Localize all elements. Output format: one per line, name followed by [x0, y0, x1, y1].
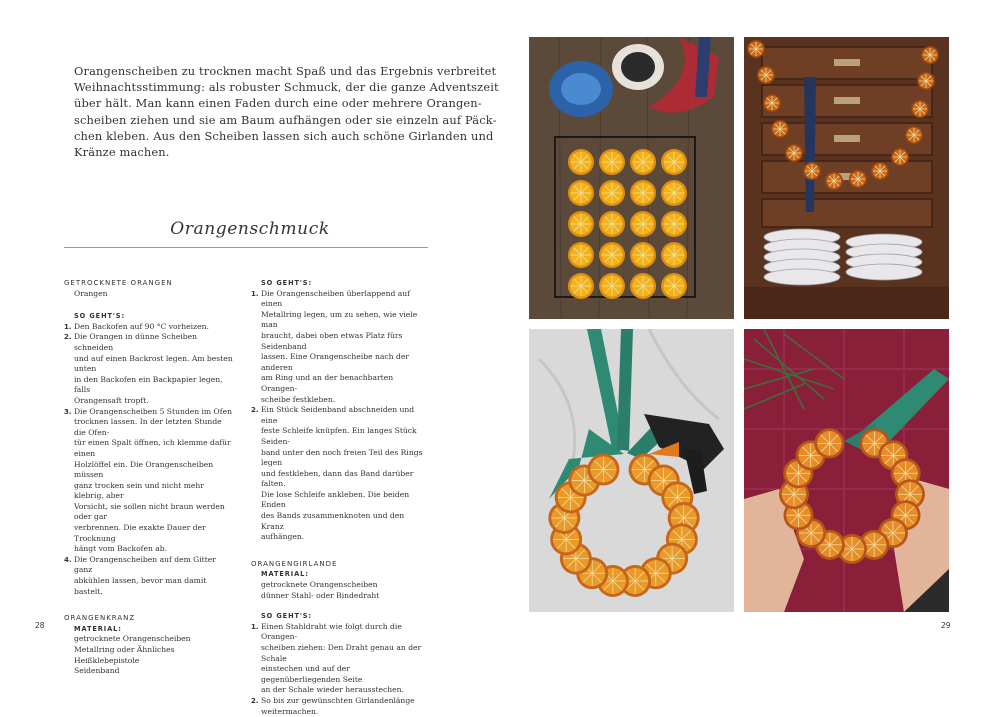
step-item	[64, 332, 234, 406]
step-text-line: scheiben ziehen: Den Draht genau an der Schale	[261, 643, 422, 663]
intro-line: scheiben ziehen und sie am Baum aufhängen oder sie einzeln auf Päck-	[74, 112, 497, 127]
step-text-line: Einen Stahldraht wie folgt durch die Orangen-	[261, 621, 402, 642]
photo-wreath-gluegun	[529, 329, 734, 612]
kranz-heading: ORANGENKRANZ	[64, 614, 136, 623]
intro-line: chen kleben. Aus den Scheiben lassen sich auch schöne Girlanden und	[74, 128, 494, 143]
step-text-line: Vorsicht, sie sollen nicht braun werden oder gar	[74, 501, 225, 522]
step-text-line: Ein Stück Seidenband abschneiden und eine	[261, 405, 415, 425]
step-text-line: braucht, dabei oben etwas Platz fürs Seidenband	[261, 330, 403, 351]
photo-garland-cabinet	[744, 37, 949, 319]
step-text-line: Orangensaft tropft.	[74, 395, 149, 405]
step-text-line: tür einen Spalt öffnen, ich klemme dafür einen	[74, 438, 231, 458]
step-number: 1.	[251, 289, 259, 298]
step-text-line: weitermachen.	[261, 706, 319, 716]
step-text-line: des Bands zusammenknoten und den Kranz	[261, 511, 405, 531]
step-text-line: ganz trocken sein und nicht mehr klebrig, aber	[74, 480, 204, 501]
so-gehts-label: SO GEHT'S:	[261, 279, 312, 287]
step-item	[64, 407, 234, 555]
material-item: Seidenband	[74, 666, 120, 676]
section-title: Orangenschmuck	[170, 219, 330, 239]
steps-list	[251, 622, 429, 717]
photo-wreath-hands	[744, 329, 949, 612]
step-number: 1.	[64, 322, 72, 331]
step-text-line: Holzlöffel ein. Die Orangenscheiben müssen	[74, 459, 214, 480]
step-number: 2.	[64, 333, 72, 342]
step-item	[251, 696, 429, 717]
step-text-line: Metallring legen, um zu sehen, wie viele man	[261, 309, 418, 330]
material-label: MATERIAL:	[74, 624, 122, 633]
intro-line: Weihnachtsstimmung: als robuster Schmuck, der die ganze Adventszeit	[74, 80, 499, 95]
girlande-heading: ORANGENGIRLANDE	[251, 559, 338, 568]
step-number: 2.	[251, 696, 259, 705]
step-text-line: am Ring und an der benachbarten Orangen-	[261, 373, 394, 393]
left-column	[64, 278, 234, 677]
step-text-line: lassen. Eine Orangenscheibe nach der anderen	[261, 352, 409, 372]
step-text-line: trocknen lassen. In der letzten Stunde die Ofen-	[74, 417, 222, 437]
material-item: getrocknete Orangenscheiben	[261, 580, 378, 590]
so-gehts-label: SO GEHT'S:	[74, 312, 125, 321]
step-text-line: feste Schleife knüpfen. Ein langes Stück Seiden-	[261, 426, 417, 446]
step-number: 3.	[64, 407, 72, 416]
step-text-line: aufhängen.	[261, 532, 305, 542]
steps-list	[251, 289, 429, 543]
step-number: 2.	[251, 406, 259, 415]
ingredient: Orangen	[74, 288, 108, 298]
step-text-line: abkühlen lassen, bevor man damit bastelt.	[74, 576, 207, 596]
material-item: Metallring oder Ähnliches	[74, 645, 175, 654]
intro-line: Orangenscheiben zu trocknen macht Spaß und das Ergebnis verbreitet	[74, 64, 497, 78]
step-text-line: Die Orangenscheiben 5 Stunden im Ofen	[74, 406, 232, 416]
step-number: 1.	[251, 622, 259, 631]
step-text-line: Die Orangenscheiben überlappend auf einen	[261, 288, 411, 309]
step-item	[64, 322, 234, 333]
step-text-line: Den Backofen auf 90 °C vorheizen.	[74, 321, 209, 331]
step-text-line: verbrennen. Die exakte Dauer der Trocknung	[74, 523, 206, 543]
steps-list	[64, 322, 234, 597]
step-text-line: und festkleben, dann das Band darüber falten.	[261, 468, 414, 489]
step-text-line: und auf einen Backrost legen. Am besten unten	[74, 353, 233, 374]
step-item	[251, 289, 429, 406]
intro-paragraph	[74, 63, 499, 160]
step-text-line: Die lose Schleife ankleben. Die beiden Enden	[261, 489, 410, 510]
step-item	[251, 622, 429, 696]
material-item: getrocknete Orangenscheiben	[74, 634, 191, 644]
step-item	[251, 405, 429, 543]
step-text-line: Die Orangenscheiben auf dem Gitter ganz	[74, 554, 216, 575]
step-text-line: an der Schale wieder herausstechen.	[261, 685, 404, 695]
intro-line: Kränze machen.	[74, 145, 170, 160]
title-divider	[64, 247, 428, 248]
material-item: Heißklebepistole	[74, 655, 140, 665]
page-number-left: 28	[35, 621, 45, 630]
material-item: dünner Stahl- oder Bindedraht	[261, 590, 380, 600]
intro-line: über hält. Man kann einen Faden durch eine oder mehrere Orangen-	[74, 96, 482, 111]
step-text-line: einstechen und auf der gegenüberliegenden Seite	[261, 664, 363, 684]
step-text-line: scheibe festkleben.	[261, 394, 336, 404]
step-number: 4.	[64, 555, 72, 564]
step-text-line: hängt vom Backofen ab.	[74, 544, 168, 554]
page-number-right: 29	[941, 621, 951, 630]
step-text-line: in den Backofen ein Backpapier legen, falls	[74, 374, 223, 395]
getrocknete-heading: GETROCKNETE ORANGEN	[64, 279, 173, 287]
step-item	[64, 555, 234, 597]
step-text-line: So bis zur gewünschten Girlandenlänge	[261, 695, 415, 705]
so-gehts-label: SO GEHT'S:	[261, 612, 312, 621]
material-label: MATERIAL:	[261, 570, 309, 579]
right-column	[251, 278, 429, 717]
step-text-line: Die Orangen in dünne Scheiben schneiden	[74, 332, 198, 352]
step-text-line: band unter den noch freien Teil des Rings legen	[261, 447, 423, 468]
photo-drying-rack	[529, 37, 734, 319]
